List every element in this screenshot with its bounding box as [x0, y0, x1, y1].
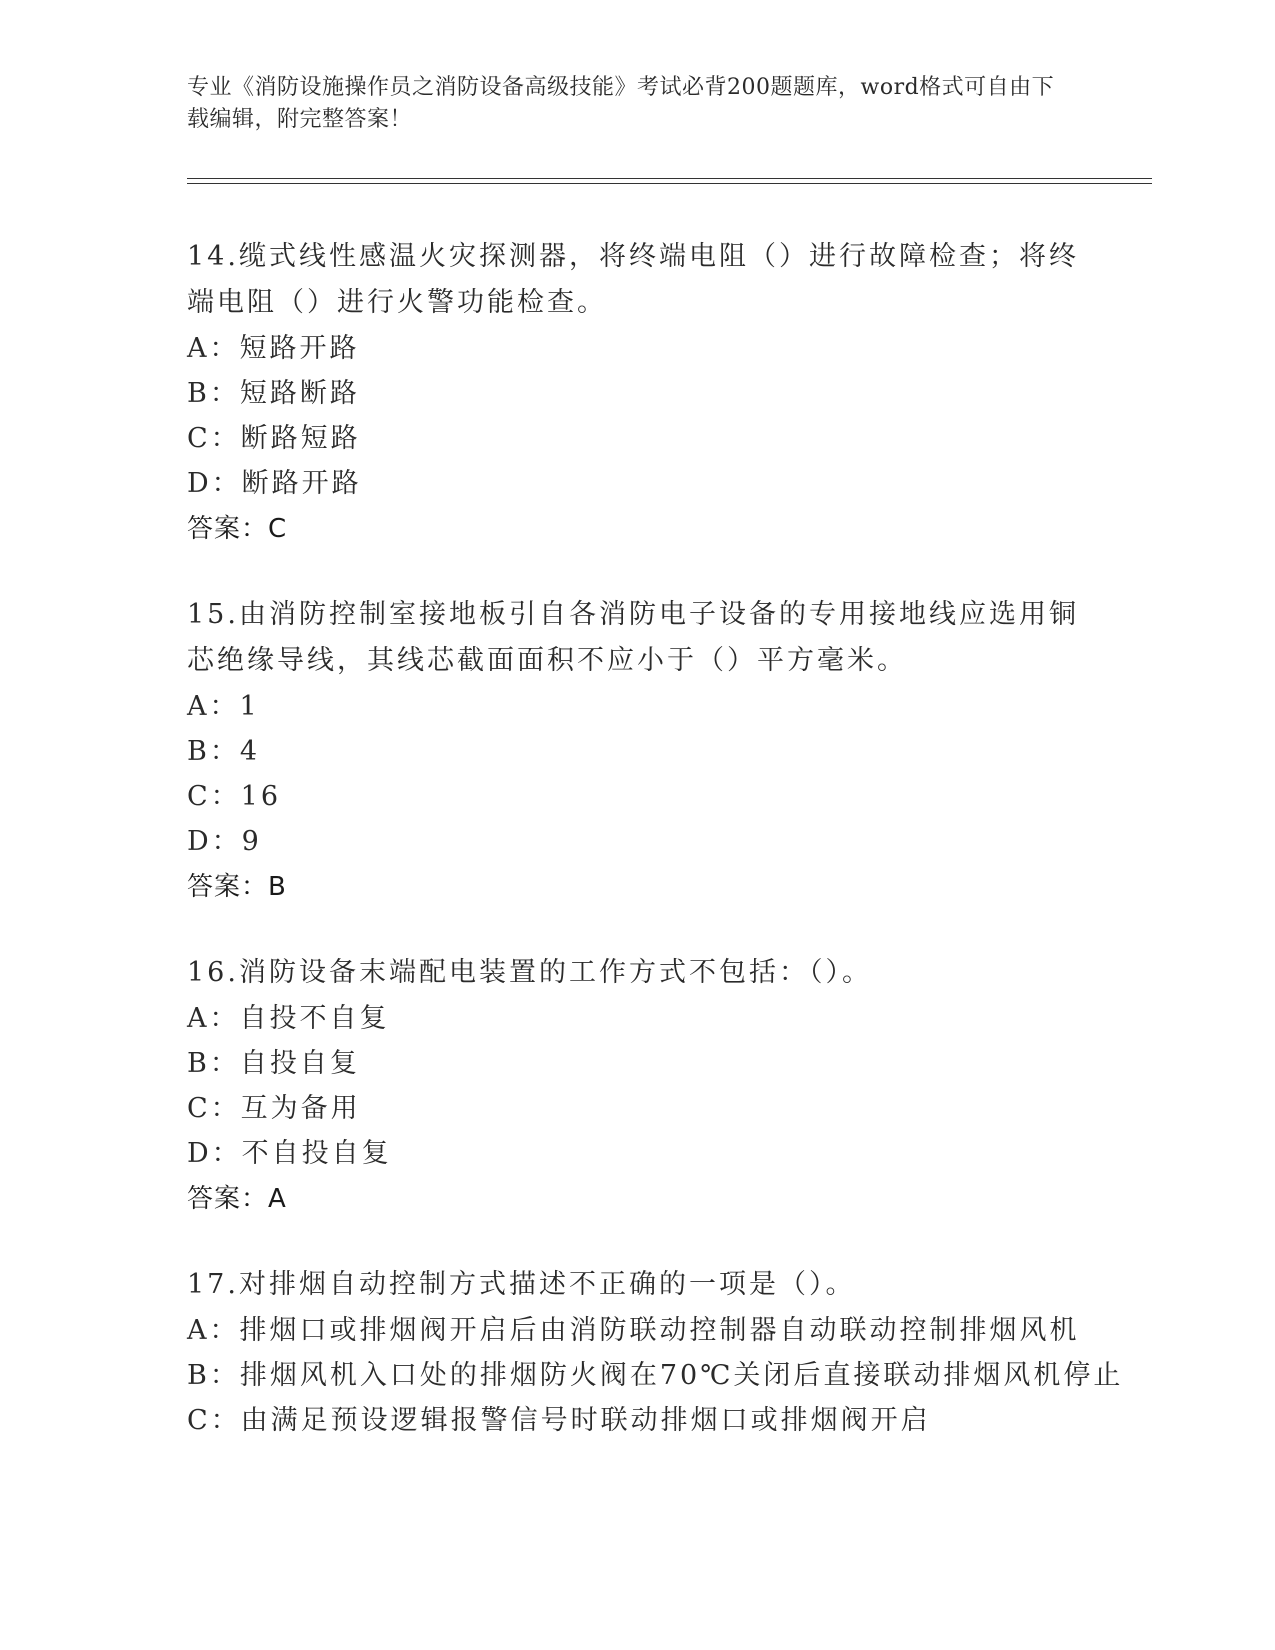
answer-line: 答案：C	[187, 514, 288, 544]
option-a: A：1	[187, 691, 260, 722]
question-15	[187, 592, 1087, 910]
answer-line: 答案：A	[187, 1184, 287, 1214]
option-c: C：互为备用	[187, 1093, 361, 1124]
option-c: C：16	[187, 781, 282, 812]
option-c: C：由满足预设逻辑报警信号时联动排烟口或排烟阀开启	[187, 1405, 931, 1436]
option-d: D：9	[187, 826, 262, 857]
question-stem: 17.对排烟自动控制方式描述不正确的一项是（）。	[187, 1269, 856, 1300]
question-stem: 14.缆式线性感温火灾探测器，将终端电阻（）进行故障检查；将终端电阻（）进行火警功能检查。	[187, 241, 1079, 318]
question-stem: 16.消防设备末端配电装置的工作方式不包括：（）。	[187, 957, 872, 988]
option-b: B：短路断路	[187, 378, 360, 409]
question-14	[187, 234, 1087, 552]
option-a: A：短路开路	[187, 333, 360, 364]
question-16	[187, 950, 1087, 1222]
option-a: A：排烟口或排烟阀开启后由消防联动控制器自动联动控制排烟风机	[187, 1315, 1080, 1346]
header-divider-top	[187, 178, 1152, 179]
question-list	[187, 234, 1124, 1483]
option-b: B：4	[187, 736, 261, 767]
option-c: C：断路短路	[187, 423, 361, 454]
answer-line: 答案：B	[187, 872, 287, 902]
option-b: B：自投自复	[187, 1048, 360, 1079]
option-d: D：不自投自复	[187, 1138, 392, 1169]
option-a: A：自投不自复	[187, 1003, 390, 1034]
document-header: 专业《消防设施操作员之消防设备高级技能》考试必背200题题库，word格式可自由下载编辑，附完整答案！	[187, 75, 1055, 132]
header-divider-bottom	[187, 183, 1152, 184]
option-d: D：断路开路	[187, 468, 362, 499]
option-b: B：排烟风机入口处的排烟防火阀在70℃关闭后直接联动排烟风机停止	[187, 1360, 1124, 1391]
question-stem: 15.由消防控制室接地板引自各消防电子设备的专用接地线应选用铜芯绝缘导线，其线芯截面面积不应小于（）平方毫米。	[187, 599, 1079, 676]
question-17	[187, 1262, 1124, 1443]
